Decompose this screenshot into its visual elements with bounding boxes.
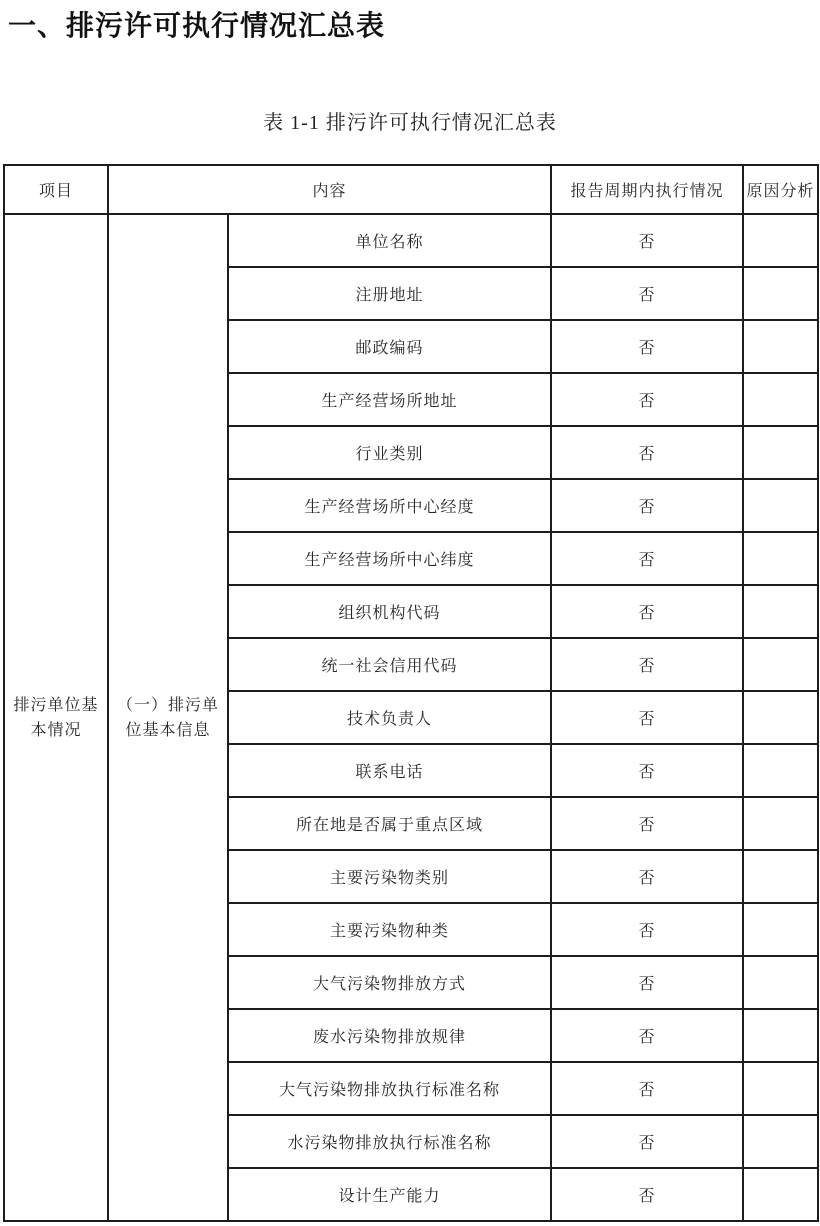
header-content: 内容 (108, 165, 551, 214)
execution-cell: 否 (551, 638, 743, 691)
content-cell: 邮政编码 (228, 320, 551, 373)
reason-cell (743, 1115, 818, 1168)
reason-cell (743, 850, 818, 903)
execution-cell: 否 (551, 479, 743, 532)
reason-cell (743, 320, 818, 373)
reason-cell (743, 532, 818, 585)
reason-cell (743, 691, 818, 744)
header-execution: 报告周期内执行情况 (551, 165, 743, 214)
header-item: 项目 (4, 165, 108, 214)
reason-cell (743, 1009, 818, 1062)
execution-cell: 否 (551, 744, 743, 797)
reason-cell (743, 744, 818, 797)
execution-cell: 否 (551, 1168, 743, 1221)
execution-cell: 否 (551, 373, 743, 426)
content-cell: 设计生产能力 (228, 1168, 551, 1221)
execution-cell: 否 (551, 1062, 743, 1115)
reason-cell (743, 797, 818, 850)
execution-cell: 否 (551, 903, 743, 956)
execution-cell: 否 (551, 1115, 743, 1168)
content-cell: 生产经营场所中心经度 (228, 479, 551, 532)
table-caption: 表 1-1 排污许可执行情况汇总表 (263, 112, 557, 134)
table-row (4, 214, 818, 267)
reason-cell (743, 479, 818, 532)
content-cell: 所在地是否属于重点区域 (228, 797, 551, 850)
content-cell: 技术负责人 (228, 691, 551, 744)
header-reason: 原因分析 (743, 165, 818, 214)
reason-cell (743, 638, 818, 691)
execution-cell: 否 (551, 267, 743, 320)
content-cell: 注册地址 (228, 267, 551, 320)
section-heading: 一、排污许可执行情况汇总表 (8, 10, 386, 41)
reason-cell (743, 956, 818, 1009)
summary-table (3, 164, 819, 1222)
header-row (4, 165, 818, 214)
reason-cell (743, 373, 818, 426)
execution-cell: 否 (551, 585, 743, 638)
content-cell: 主要污染物种类 (228, 903, 551, 956)
category-cell: 排污单位基本情况 (4, 214, 108, 1221)
content-cell: 组织机构代码 (228, 585, 551, 638)
content-cell: 生产经营场所地址 (228, 373, 551, 426)
execution-cell: 否 (551, 214, 743, 267)
reason-cell (743, 903, 818, 956)
content-cell: 大气污染物排放方式 (228, 956, 551, 1009)
execution-cell: 否 (551, 1009, 743, 1062)
execution-cell: 否 (551, 532, 743, 585)
execution-cell: 否 (551, 320, 743, 373)
content-cell: 统一社会信用代码 (228, 638, 551, 691)
table-body (4, 214, 818, 1221)
content-cell: 水污染物排放执行标准名称 (228, 1115, 551, 1168)
content-cell: 行业类别 (228, 426, 551, 479)
subcategory-cell: （一）排污单位基本信息 (108, 214, 228, 1221)
execution-cell: 否 (551, 956, 743, 1009)
reason-cell (743, 1168, 818, 1221)
reason-cell (743, 267, 818, 320)
reason-cell (743, 585, 818, 638)
content-cell: 联系电话 (228, 744, 551, 797)
table-head (4, 165, 818, 214)
reason-cell (743, 214, 818, 267)
execution-cell: 否 (551, 797, 743, 850)
execution-cell: 否 (551, 426, 743, 479)
content-cell: 单位名称 (228, 214, 551, 267)
content-cell: 主要污染物类别 (228, 850, 551, 903)
content-cell: 废水污染物排放规律 (228, 1009, 551, 1062)
reason-cell (743, 426, 818, 479)
execution-cell: 否 (551, 691, 743, 744)
reason-cell (743, 1062, 818, 1115)
execution-cell: 否 (551, 850, 743, 903)
content-cell: 生产经营场所中心纬度 (228, 532, 551, 585)
content-cell: 大气污染物排放执行标准名称 (228, 1062, 551, 1115)
